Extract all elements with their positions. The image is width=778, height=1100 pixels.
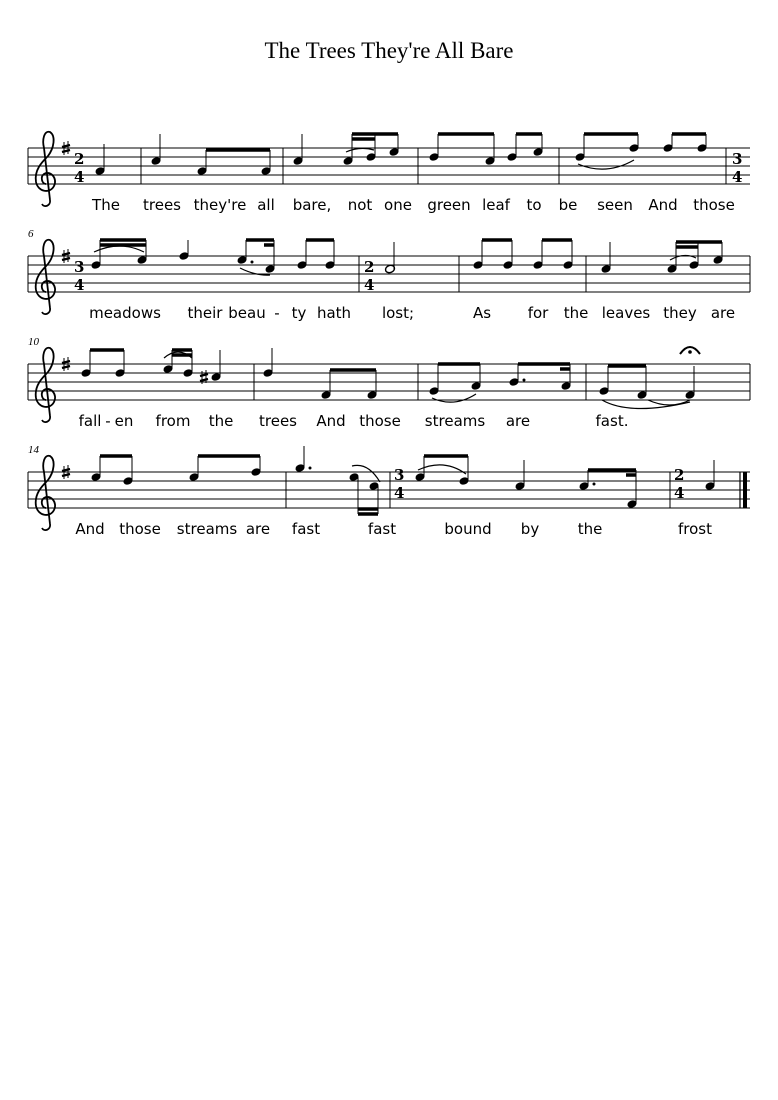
svg-text:3: 3 [732, 150, 743, 168]
lyric: fall [78, 412, 102, 430]
lyric: - [274, 304, 280, 322]
lyric: one [384, 196, 412, 214]
svg-text:4: 4 [732, 168, 743, 186]
lyric: those [693, 196, 735, 214]
lyric: the [563, 304, 589, 322]
lyric: trees [143, 196, 181, 214]
lyric: green [427, 196, 471, 214]
measure-number: 6 [28, 228, 34, 240]
lyric: streams [176, 520, 238, 538]
lyric: And [316, 412, 346, 430]
svg-text:4: 4 [74, 168, 85, 186]
lyric: As [472, 304, 492, 322]
lyric: not [347, 196, 373, 214]
lyric: leaf [482, 196, 510, 214]
lyric: they're [193, 196, 247, 214]
song-title: The Trees They're All Bare [264, 38, 514, 63]
svg-text:3: 3 [74, 258, 85, 276]
lyric: all [257, 196, 275, 214]
lyric: their [187, 304, 223, 322]
svg-text:3: 3 [394, 466, 405, 484]
svg-text:2: 2 [364, 258, 375, 276]
svg-text:2: 2 [74, 150, 85, 168]
lyric: by [520, 520, 540, 538]
svg-text:4: 4 [674, 484, 685, 502]
lyric: meadows [89, 304, 161, 322]
lyric: ty [291, 304, 307, 322]
lyric: those [119, 520, 161, 538]
lyric: lost; [381, 304, 415, 322]
lyric: - [105, 412, 111, 430]
svg-text:4: 4 [364, 276, 375, 294]
lyric: are [505, 412, 531, 430]
lyric: And [648, 196, 678, 214]
lyric: en [114, 412, 134, 430]
system-4 [28, 446, 750, 530]
lyric: those [359, 412, 401, 430]
lyric: And [75, 520, 105, 538]
lyric: The [92, 196, 120, 214]
svg-text:4: 4 [74, 276, 85, 294]
lyric: leaves [601, 304, 651, 322]
lyric: are [245, 520, 271, 538]
lyric: fast [367, 520, 397, 538]
treble-clef-icon [36, 132, 55, 206]
measure-number: 14 [28, 444, 39, 456]
lyric: fast. [595, 412, 629, 430]
lyric: bound [444, 520, 492, 538]
lyric: seen [597, 196, 633, 214]
lyric: frost [678, 520, 712, 538]
lyric: bare, [292, 196, 332, 214]
svg-text:2: 2 [674, 466, 685, 484]
lyric: are [710, 304, 736, 322]
system-3 [28, 347, 750, 422]
lyric: for [527, 304, 549, 322]
lyric: be [558, 196, 578, 214]
lyric: streams [424, 412, 486, 430]
lyric: the [208, 412, 234, 430]
system-2 [28, 240, 750, 314]
lyric: from [155, 412, 191, 430]
measure-number: 10 [28, 336, 39, 348]
lyric: to [526, 196, 542, 214]
system-1 [28, 132, 750, 206]
lyric: the [577, 520, 603, 538]
lyric: trees [259, 412, 297, 430]
svg-text:4: 4 [394, 484, 405, 502]
lyric: they [663, 304, 697, 322]
lyric: fast [291, 520, 321, 538]
lyric: beau [228, 304, 266, 322]
lyric: hath [316, 304, 352, 322]
